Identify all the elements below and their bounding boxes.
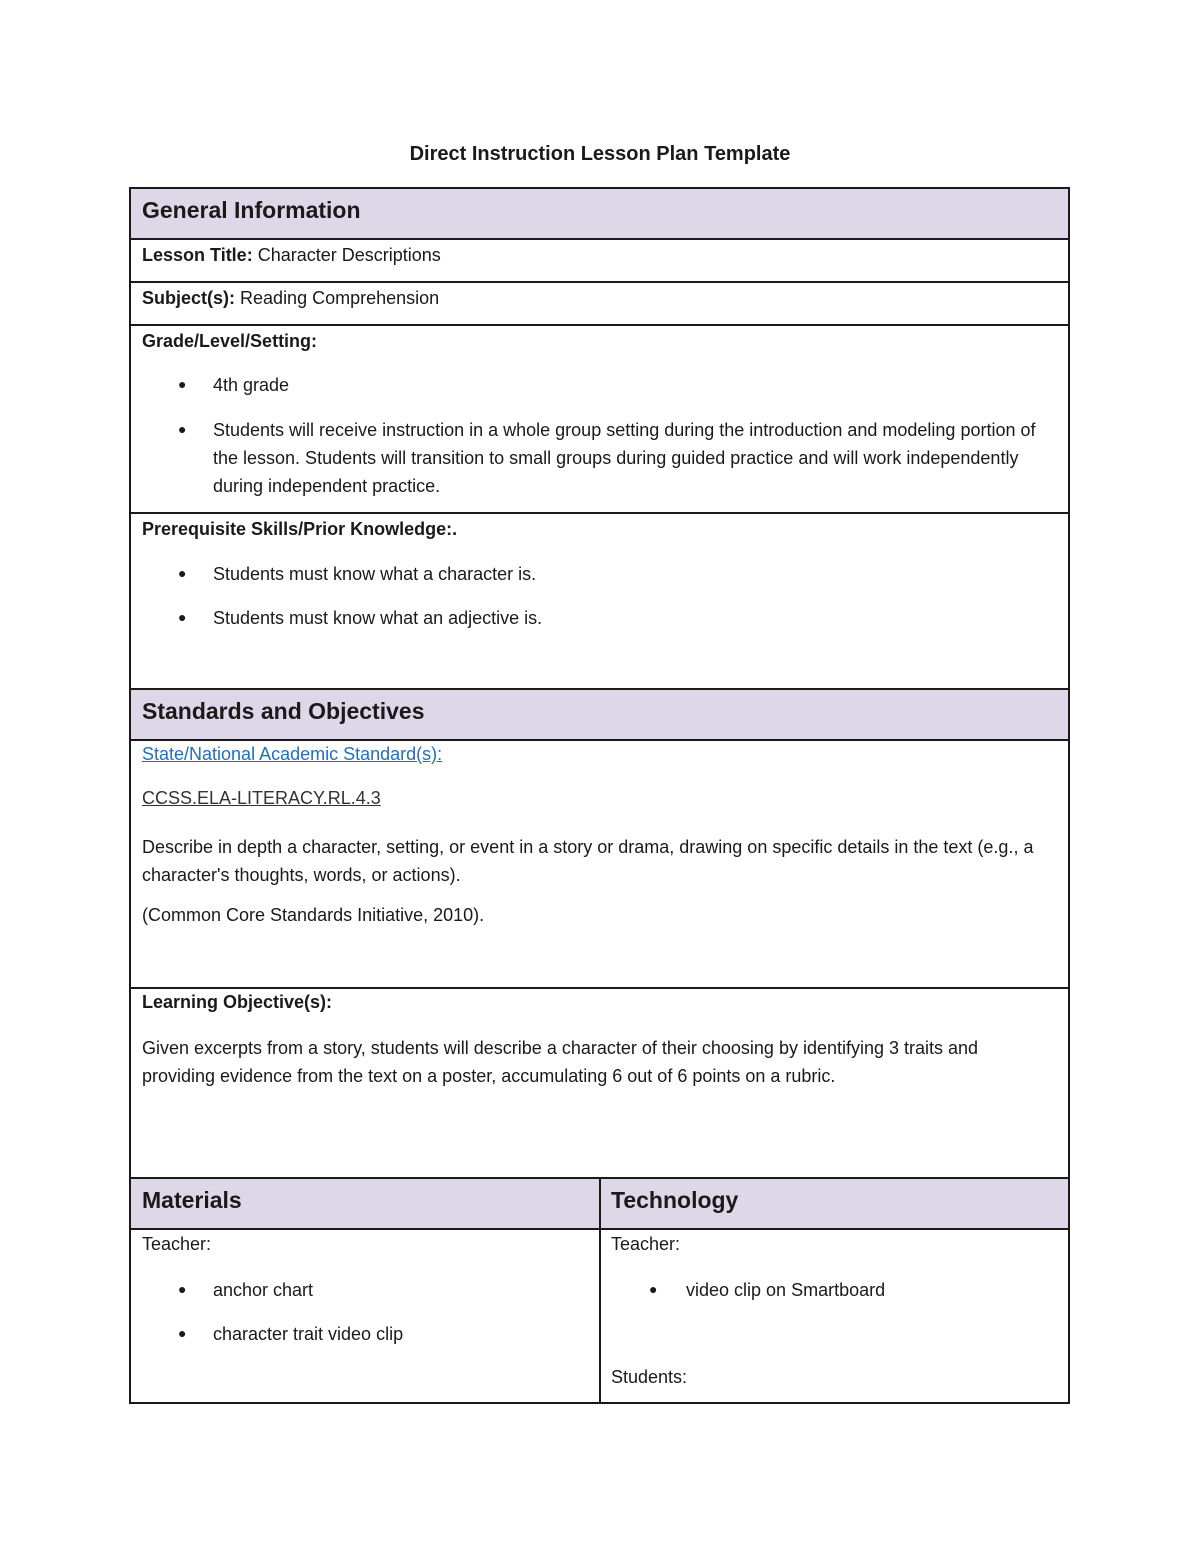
- section-header-standards: [131, 690, 1068, 741]
- standard-citation: (Common Core Standards Initiative, 2010).: [142, 905, 485, 925]
- list-item: Students will receive instruction in a whole group setting during the introduction and modeling portion of the lesson. Students will transition to small groups during guided practice and will work independently during independent practice.: [213, 420, 1036, 496]
- objective-row: [131, 989, 1068, 1179]
- subject-row: [131, 283, 1068, 326]
- technology-teacher-label: Teacher:: [611, 1234, 681, 1254]
- list-item: video clip on Smartboard: [686, 1280, 886, 1300]
- grade-label: Grade/Level/Setting:: [142, 331, 318, 351]
- bullet-icon: ●: [178, 1281, 187, 1297]
- list-item: Students must know what an adjective is.: [213, 608, 543, 628]
- grade-row: [131, 326, 1068, 514]
- objective-label: Learning Objective(s):: [142, 992, 333, 1012]
- standard-link[interactable]: State/National Academic Standard(s):: [142, 744, 443, 764]
- technology-students-label: Students:: [611, 1367, 688, 1387]
- standard-code[interactable]: CCSS.ELA-LITERACY.RL.4.3: [142, 788, 381, 808]
- standards-row: [131, 741, 1068, 989]
- document-title: Direct Instruction Lesson Plan Template: [409, 143, 791, 165]
- lesson-title-label: Lesson Title:: [142, 245, 253, 265]
- materials-teacher-label: Teacher:: [142, 1234, 212, 1254]
- list-item: anchor chart: [213, 1280, 314, 1300]
- lesson-title-row: [131, 240, 1068, 283]
- section-heading: General Information: [142, 197, 361, 223]
- bullet-icon: ●: [178, 609, 187, 625]
- bullet-icon: ●: [178, 1325, 187, 1341]
- bullet-icon: ●: [178, 565, 187, 581]
- bullet-icon: ●: [178, 376, 187, 392]
- materials-heading: Materials: [142, 1187, 242, 1213]
- list-item: 4th grade: [213, 375, 290, 395]
- prereq-row: [131, 514, 1068, 690]
- subject-label: Subject(s):: [142, 288, 236, 308]
- section-heading: Standards and Objectives: [142, 698, 425, 724]
- prereq-label: Prerequisite Skills/Prior Knowledge:.: [142, 519, 458, 539]
- column-divider: [599, 1179, 601, 1402]
- bullet-icon: ●: [178, 421, 187, 437]
- lesson-plan-table: [129, 187, 1070, 1404]
- technology-heading: Technology: [611, 1187, 739, 1213]
- standard-text: Describe in depth a character, setting, or event in a story or drama, drawing on specific details in the text (e.g., a character's thoughts, words, or actions).: [142, 837, 1034, 885]
- section-header-general: [131, 189, 1068, 240]
- bullet-icon: ●: [649, 1281, 658, 1297]
- list-item: Students must know what a character is.: [213, 564, 537, 584]
- objective-text: Given excerpts from a story, students will describe a character of their choosing by identifying 3 traits and providing evidence from the text on a poster, accumulating 6 out of 6 points on a rubric.: [142, 1038, 979, 1086]
- list-item: character trait video clip: [213, 1324, 404, 1344]
- lesson-title-value: Character Descriptions: [257, 245, 441, 265]
- subject-value: Reading Comprehension: [240, 288, 440, 308]
